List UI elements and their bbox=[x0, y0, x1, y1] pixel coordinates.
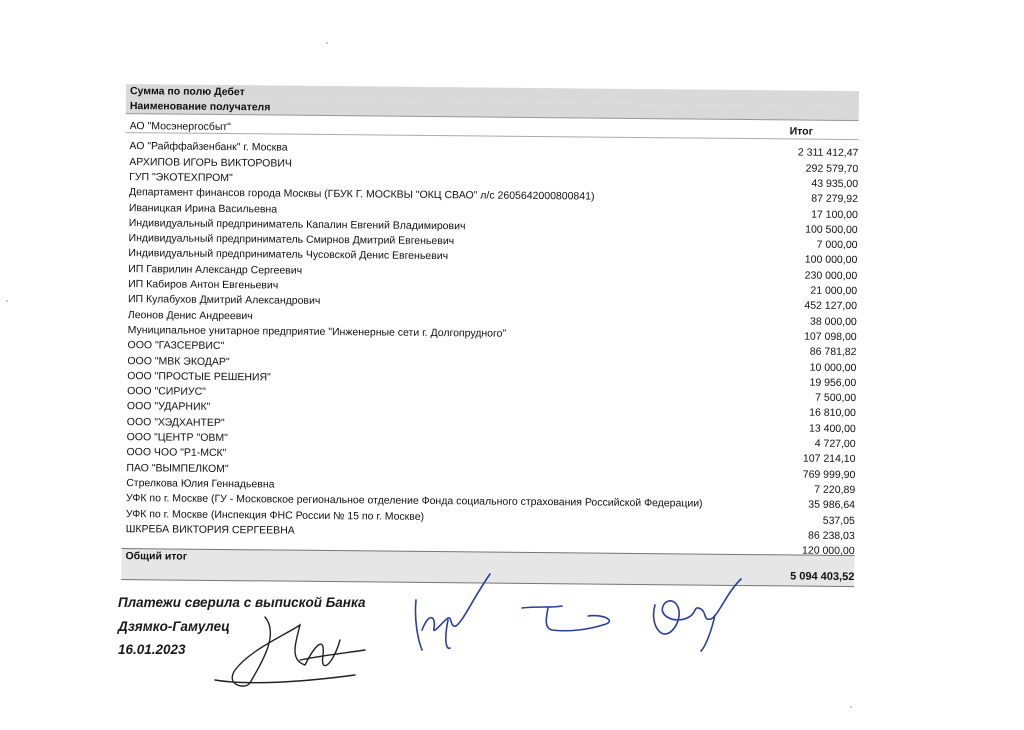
recipient-name: АО "Мосэнергосбыт" bbox=[129, 120, 231, 134]
recipient-name: Стрелкова Юлия Геннадьевна bbox=[126, 476, 275, 491]
recipient-name: ООО "СИРИУС" bbox=[127, 385, 206, 398]
verification-note-date: 16.01.2023 bbox=[118, 642, 186, 657]
payment-amount: 452 127,00 bbox=[804, 299, 858, 313]
payment-amount: 86 238,03 bbox=[807, 529, 855, 542]
recipient-name: Леонов Денис Андреевич bbox=[127, 308, 253, 322]
payment-amount: 87 279,92 bbox=[811, 192, 859, 206]
total-column-header: Итог bbox=[789, 125, 814, 138]
scan-speck bbox=[6, 300, 8, 302]
recipient-name: ИП Кулабухов Дмитрий Александрович bbox=[127, 293, 321, 308]
recipient-name: АО "Райффайзенбанк" г. Москва bbox=[129, 140, 288, 154]
verification-note-line1: Платежи сверила с выпиской Банка bbox=[118, 595, 366, 610]
payment-amount: 107 214,10 bbox=[802, 452, 856, 466]
payment-amount: 10 000,00 bbox=[809, 361, 857, 374]
recipient-name: ООО "ЦЕНТР "ОВМ" bbox=[126, 431, 228, 445]
payment-amount: 86 781,82 bbox=[809, 345, 857, 359]
recipient-name: Иваницкая Ирина Васильевна bbox=[128, 201, 278, 216]
payment-amount: 13 400,00 bbox=[809, 422, 856, 435]
recipient-name: Индивидуальный предприниматель Чусовской Денис Евгеньевич bbox=[128, 247, 449, 263]
scan-speck bbox=[326, 42, 328, 44]
table-row bbox=[130, 119, 859, 141]
payment-amount: 43 935,00 bbox=[811, 177, 859, 190]
payment-amount: 7 500,00 bbox=[815, 391, 857, 405]
recipient-column-header-text: Наименование получателя bbox=[129, 100, 271, 114]
recipient-name: ООО "УДАРНИК" bbox=[126, 400, 211, 414]
payment-amount: 100 000,00 bbox=[804, 253, 858, 267]
payment-amount: 769 999,90 bbox=[802, 468, 856, 481]
payment-amount: 38 000,00 bbox=[810, 315, 857, 328]
payment-amount: 107 098,00 bbox=[804, 330, 857, 343]
payment-amount: 35 986,64 bbox=[808, 498, 856, 512]
blue-signature-1-image bbox=[408, 570, 498, 660]
scan-speck bbox=[850, 706, 852, 708]
recipient-name: ООО "ПРОСТЫЕ РЕШЕНИЯ" bbox=[127, 369, 271, 384]
recipient-name: Индивидуальный предприниматель Капалин Евгений Владимирович bbox=[128, 216, 466, 233]
recipient-name: ГУП "ЭКОТЕХПРОМ" bbox=[129, 170, 233, 184]
payment-amount: 230 000,00 bbox=[804, 269, 858, 282]
recipient-name: АРХИПОВ ИГОРЬ ВИКТОРОВИЧ bbox=[129, 155, 292, 170]
payment-amount: 292 579,70 bbox=[805, 162, 859, 175]
payment-amount: 2 311 412,47 bbox=[797, 146, 859, 160]
blue-signature-3-image bbox=[645, 575, 745, 655]
payment-amount: 21 000,00 bbox=[810, 284, 858, 298]
blue-signature-2-image bbox=[518, 600, 618, 640]
recipient-name: ИП Гаврилин Александр Сергеевич bbox=[128, 262, 303, 277]
payment-amount: 537,05 bbox=[822, 514, 855, 527]
payment-amount: 7 220,89 bbox=[814, 483, 856, 496]
verification-note-name: Дзямко-Гамулец bbox=[118, 619, 230, 634]
recipient-name: ПАО "ВЫМПЕЛКОМ" bbox=[126, 461, 229, 475]
payment-amount: 16 810,00 bbox=[809, 407, 856, 420]
recipient-name: Индивидуальный предприниматель Смирнов Дмитрий Евгеньевич bbox=[128, 232, 455, 248]
recipient-name: УФК по г. Москве (Инспекция ФНС России № 15 по г. Москве) bbox=[125, 507, 425, 523]
recipient-name: ИП Кабиров Антон Евгеньевич bbox=[128, 278, 279, 292]
grand-total-label: Общий итог bbox=[125, 550, 188, 563]
recipient-name: ООО "ГАЗСЕРВИС" bbox=[127, 339, 225, 353]
recipient-name: Департамент финансов города Москвы (ГБУК Г. МОСКВЫ "ОКЦ СВАО" л/с 2605642000800841) bbox=[128, 186, 595, 203]
payment-amount: 4 727,00 bbox=[814, 437, 856, 451]
black-signature-image bbox=[205, 605, 375, 695]
grand-total-value: 5 094 403,52 bbox=[790, 570, 855, 584]
recipient-name: ООО ЧОО "Р1-МСК" bbox=[126, 446, 227, 460]
recipient-name: ООО "МВК ЭКОДАР" bbox=[127, 354, 230, 368]
pivot-field-header-text: Сумма по полю Дебет bbox=[129, 85, 245, 99]
recipient-name: ООО "ХЭДХАНТЕР" bbox=[126, 415, 225, 429]
recipient-name: Муниципальное унитарное предприятие "Инженерные сети г. Долгопрудного" bbox=[127, 323, 507, 340]
payment-amount: 7 000,00 bbox=[816, 238, 858, 252]
payment-amount: 100 500,00 bbox=[805, 223, 858, 236]
recipient-name: УФК по г. Москве (ГУ - Московское региональное отделение Фонда социального страхования Российской Федерации) bbox=[126, 492, 703, 510]
payment-amount: 120 000,00 bbox=[801, 544, 855, 558]
recipient-name: ШКРЕБА ВИКТОРИЯ СЕРГЕЕВНА bbox=[125, 522, 295, 537]
payment-amount: 17 100,00 bbox=[811, 208, 858, 221]
payment-amount: 19 956,00 bbox=[809, 376, 857, 389]
